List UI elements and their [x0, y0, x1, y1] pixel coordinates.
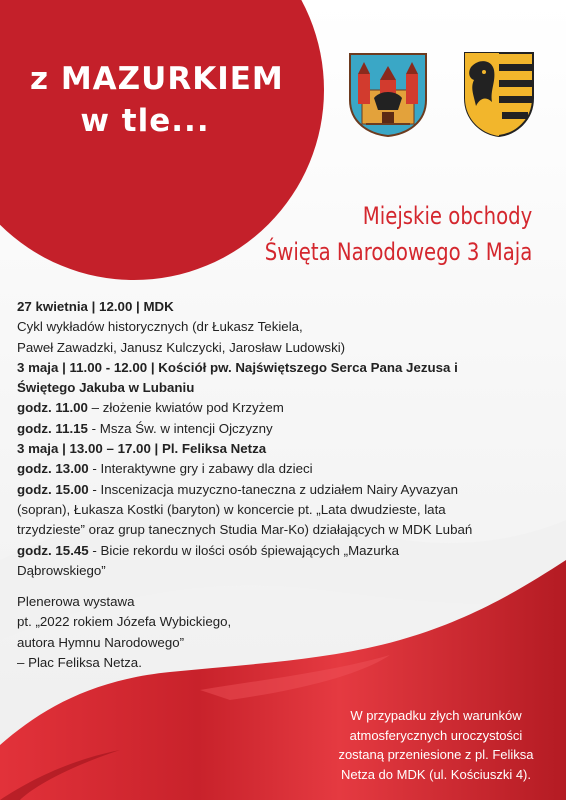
headline [206, 198, 532, 270]
program-line: trzydzieste” oraz grup tanecznych Studia Mar-Ko) działających w MDK Lubań [17, 522, 473, 538]
notice-line: W przypadku złych warunków [350, 708, 522, 723]
program-line: Cykl wykładów historycznych (dr Łukasz Tekiela, [17, 319, 303, 335]
event-title-line1: z MAZURKIEM [30, 61, 284, 97]
exhibition-info [17, 592, 231, 673]
program-line: godz. 11.15 - Msza Św. w intencji Ojczyzny [17, 420, 273, 436]
exhibition-line: Plenerowa wystawa [17, 594, 135, 609]
weather-notice [300, 706, 566, 784]
program-line: (sopran), Łukasza Kostki (baryton) w koncercie pt. „Lata dwudzieste, lata [17, 501, 446, 517]
notice-line: atmosferycznych uroczystości [349, 727, 523, 743]
exhibition-line: – Plac Feliksa Netza. [17, 654, 142, 670]
program-schedule [17, 297, 547, 581]
program-line: godz. 15.00 - Inscenizacja muzyczno-taneczna z udziałem Nairy Ayvazyan [17, 481, 458, 497]
notice-line: Netza do MDK (ul. Kościuszki 4). [340, 766, 531, 782]
program-line: 3 maja | 11.00 - 12.00 | Kościół pw. Najświętszego Serca Pana Jezusa i [17, 359, 458, 375]
program-line: 27 kwietnia | 12.00 | MDK [17, 299, 174, 314]
program-line: Dąbrowskiego” [17, 562, 106, 578]
exhibition-line: pt. „2022 rokiem Józefa Wybickiego, [17, 614, 232, 630]
program-line: Paweł Zawadzki, Janusz Kulczycki, Jarosław Ludowski) [17, 339, 346, 355]
exhibition-line: autora Hymnu Narodowego” [17, 634, 185, 650]
program-line: godz. 13.00 - Interaktywne gry i zabawy dla dzieci [17, 461, 313, 477]
notice-line: zostaną przeniesione z pl. Feliksa [338, 747, 534, 762]
program-line: godz. 11.00 – złożenie kwiatów pod Krzyżem [17, 400, 284, 416]
program-line: Świętego Jakuba w Lubaniu [17, 380, 195, 396]
event-title [30, 58, 284, 142]
program-line: 3 maja | 13.00 – 17.00 | Pl. Feliksa Netza [17, 441, 267, 457]
event-title-line2: w tle... [80, 103, 210, 139]
headline-line2: Święta Narodowego 3 Maja [264, 238, 532, 266]
program-line: godz. 15.45 - Bicie rekordu w ilości osób śpiewających „Mazurka [17, 542, 400, 558]
headline-line1: Miejskie obchody [362, 202, 532, 230]
town-coat-of-arms-icon [346, 50, 430, 138]
silesia-coat-of-arms-icon [462, 50, 536, 138]
